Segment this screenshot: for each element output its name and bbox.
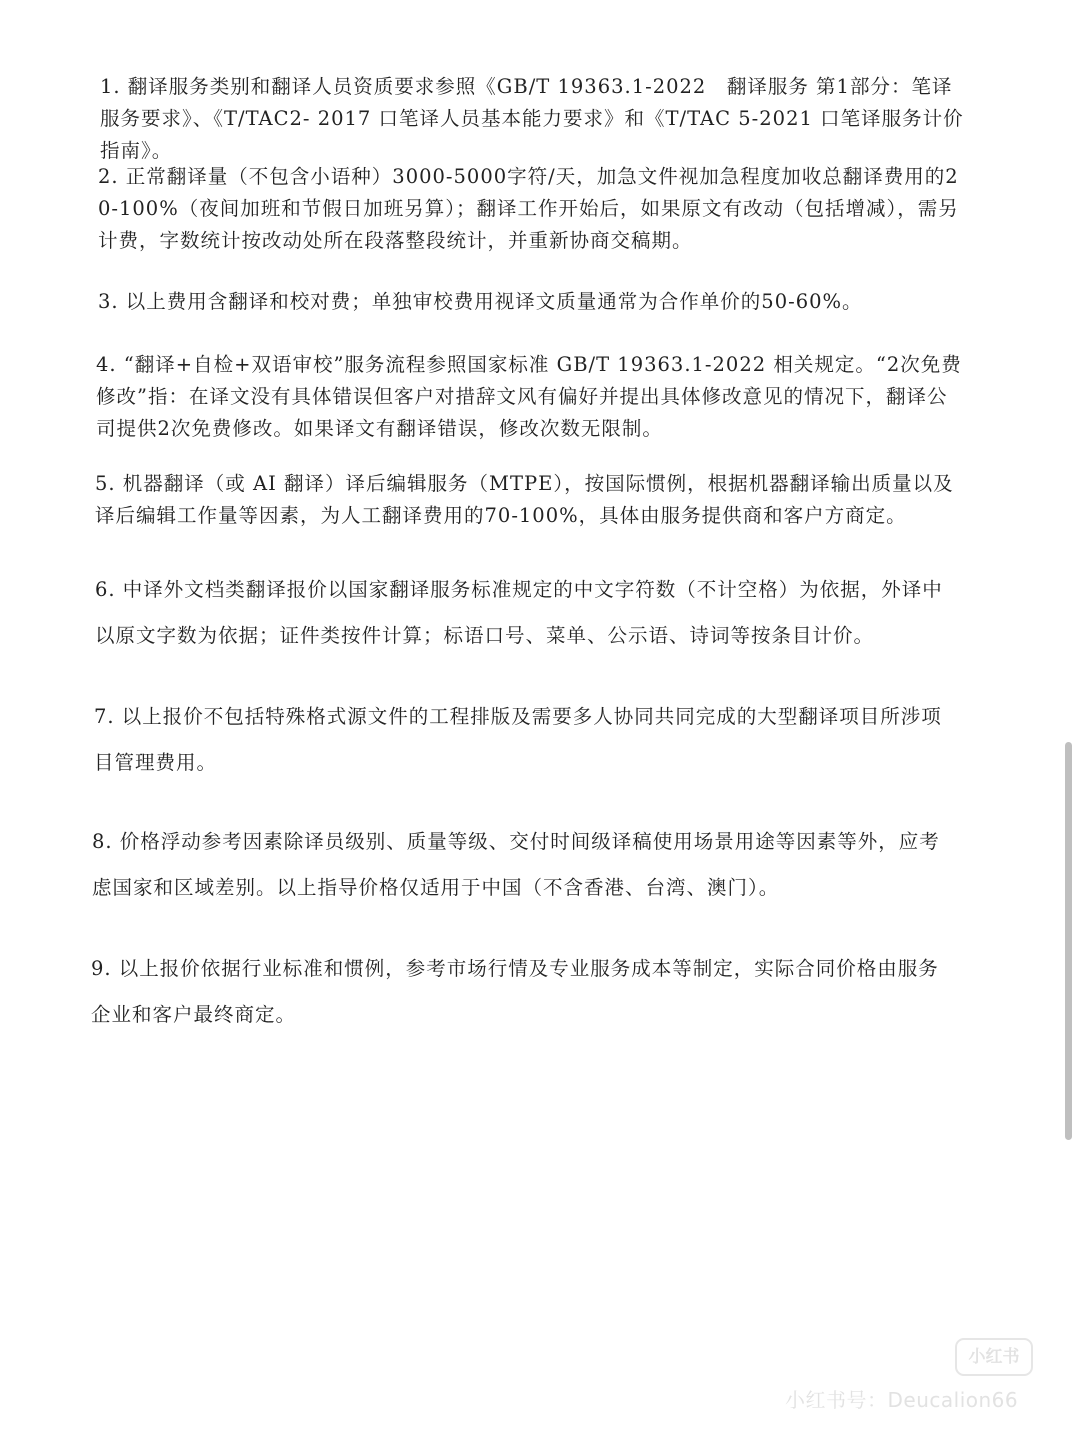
paragraph-2: 2. 正常翻译量（不包含小语种）3000-5000字符/天，加急文件视加急程度加收总翻译费用的20-100%（夜间加班和节假日加班另算）；翻译工作开始后，如果原文有改动（包括增减），需另计费，字数统计按改动处所在段落整段统计，并重新协商交稿期。 (98, 165, 959, 252)
paragraph-6: 6. 中译外文档类翻译报价以国家翻译服务标准规定的中文字符数（不计空格）为依据，外译中以原文字数为依据；证件类按件计算；标语口号、菜单、公示语、诗词等按条目计价。 (95, 578, 943, 647)
vertical-scrollbar[interactable] (1065, 742, 1072, 1140)
paragraph-9: 9. 以上报价依据行业标准和惯例，参考市场行情及专业服务成本等制定，实际合同价格由服务企业和客户最终商定。 (91, 957, 939, 1026)
watermark-account-id: 小红书号：Deucalion66 (785, 1388, 1019, 1412)
watermark-logo: 小红书 (955, 1338, 1033, 1376)
paragraph-7: 7. 以上报价不包括特殊格式源文件的工程排版及需要多人协同共同完成的大型翻译项目所涉项目管理费用。 (94, 705, 942, 774)
paragraph-1: 1. 翻译服务类别和翻译人员资质要求参照《GB/T 19363.1-2022 翻译服务 第1部分：笔译服务要求》、《T/TAC2- 2017 口笔译人员基本能力要求》和《T/TAC 5-2021 口笔译服务计价指南》。 (100, 75, 964, 162)
paragraph-5: 5. 机器翻译（或 AI 翻译）译后编辑服务（MTPE），按国际惯例，根据机器翻译输出质量以及译后编辑工作量等因素，为人工翻译费用的70-100%，具体由服务提供商和客户方商定。 (95, 472, 954, 527)
paragraph-4: 4. “翻译+自检+双语审校”服务流程参照国家标准 GB/T 19363.1-2022 相关规定。“2次免费修改”指：在译文没有具体错误但客户对措辞文风有偏好并提出具体修改意见的情况下，翻译公司提供2次免费修改。如果译文有翻译错误，修改次数无限制。 (96, 353, 962, 440)
paragraph-8: 8. 价格浮动参考因素除译员级别、质量等级、交付时间级译稿使用场景用途等因素等外，应考虑国家和区域差别。以上指导价格仅适用于中国（不含香港、台湾、澳门）。 (92, 830, 940, 899)
paragraph-3: 3. 以上费用含翻译和校对费；单独审校费用视译文质量通常为合作单价的50-60%。 (98, 290, 863, 313)
